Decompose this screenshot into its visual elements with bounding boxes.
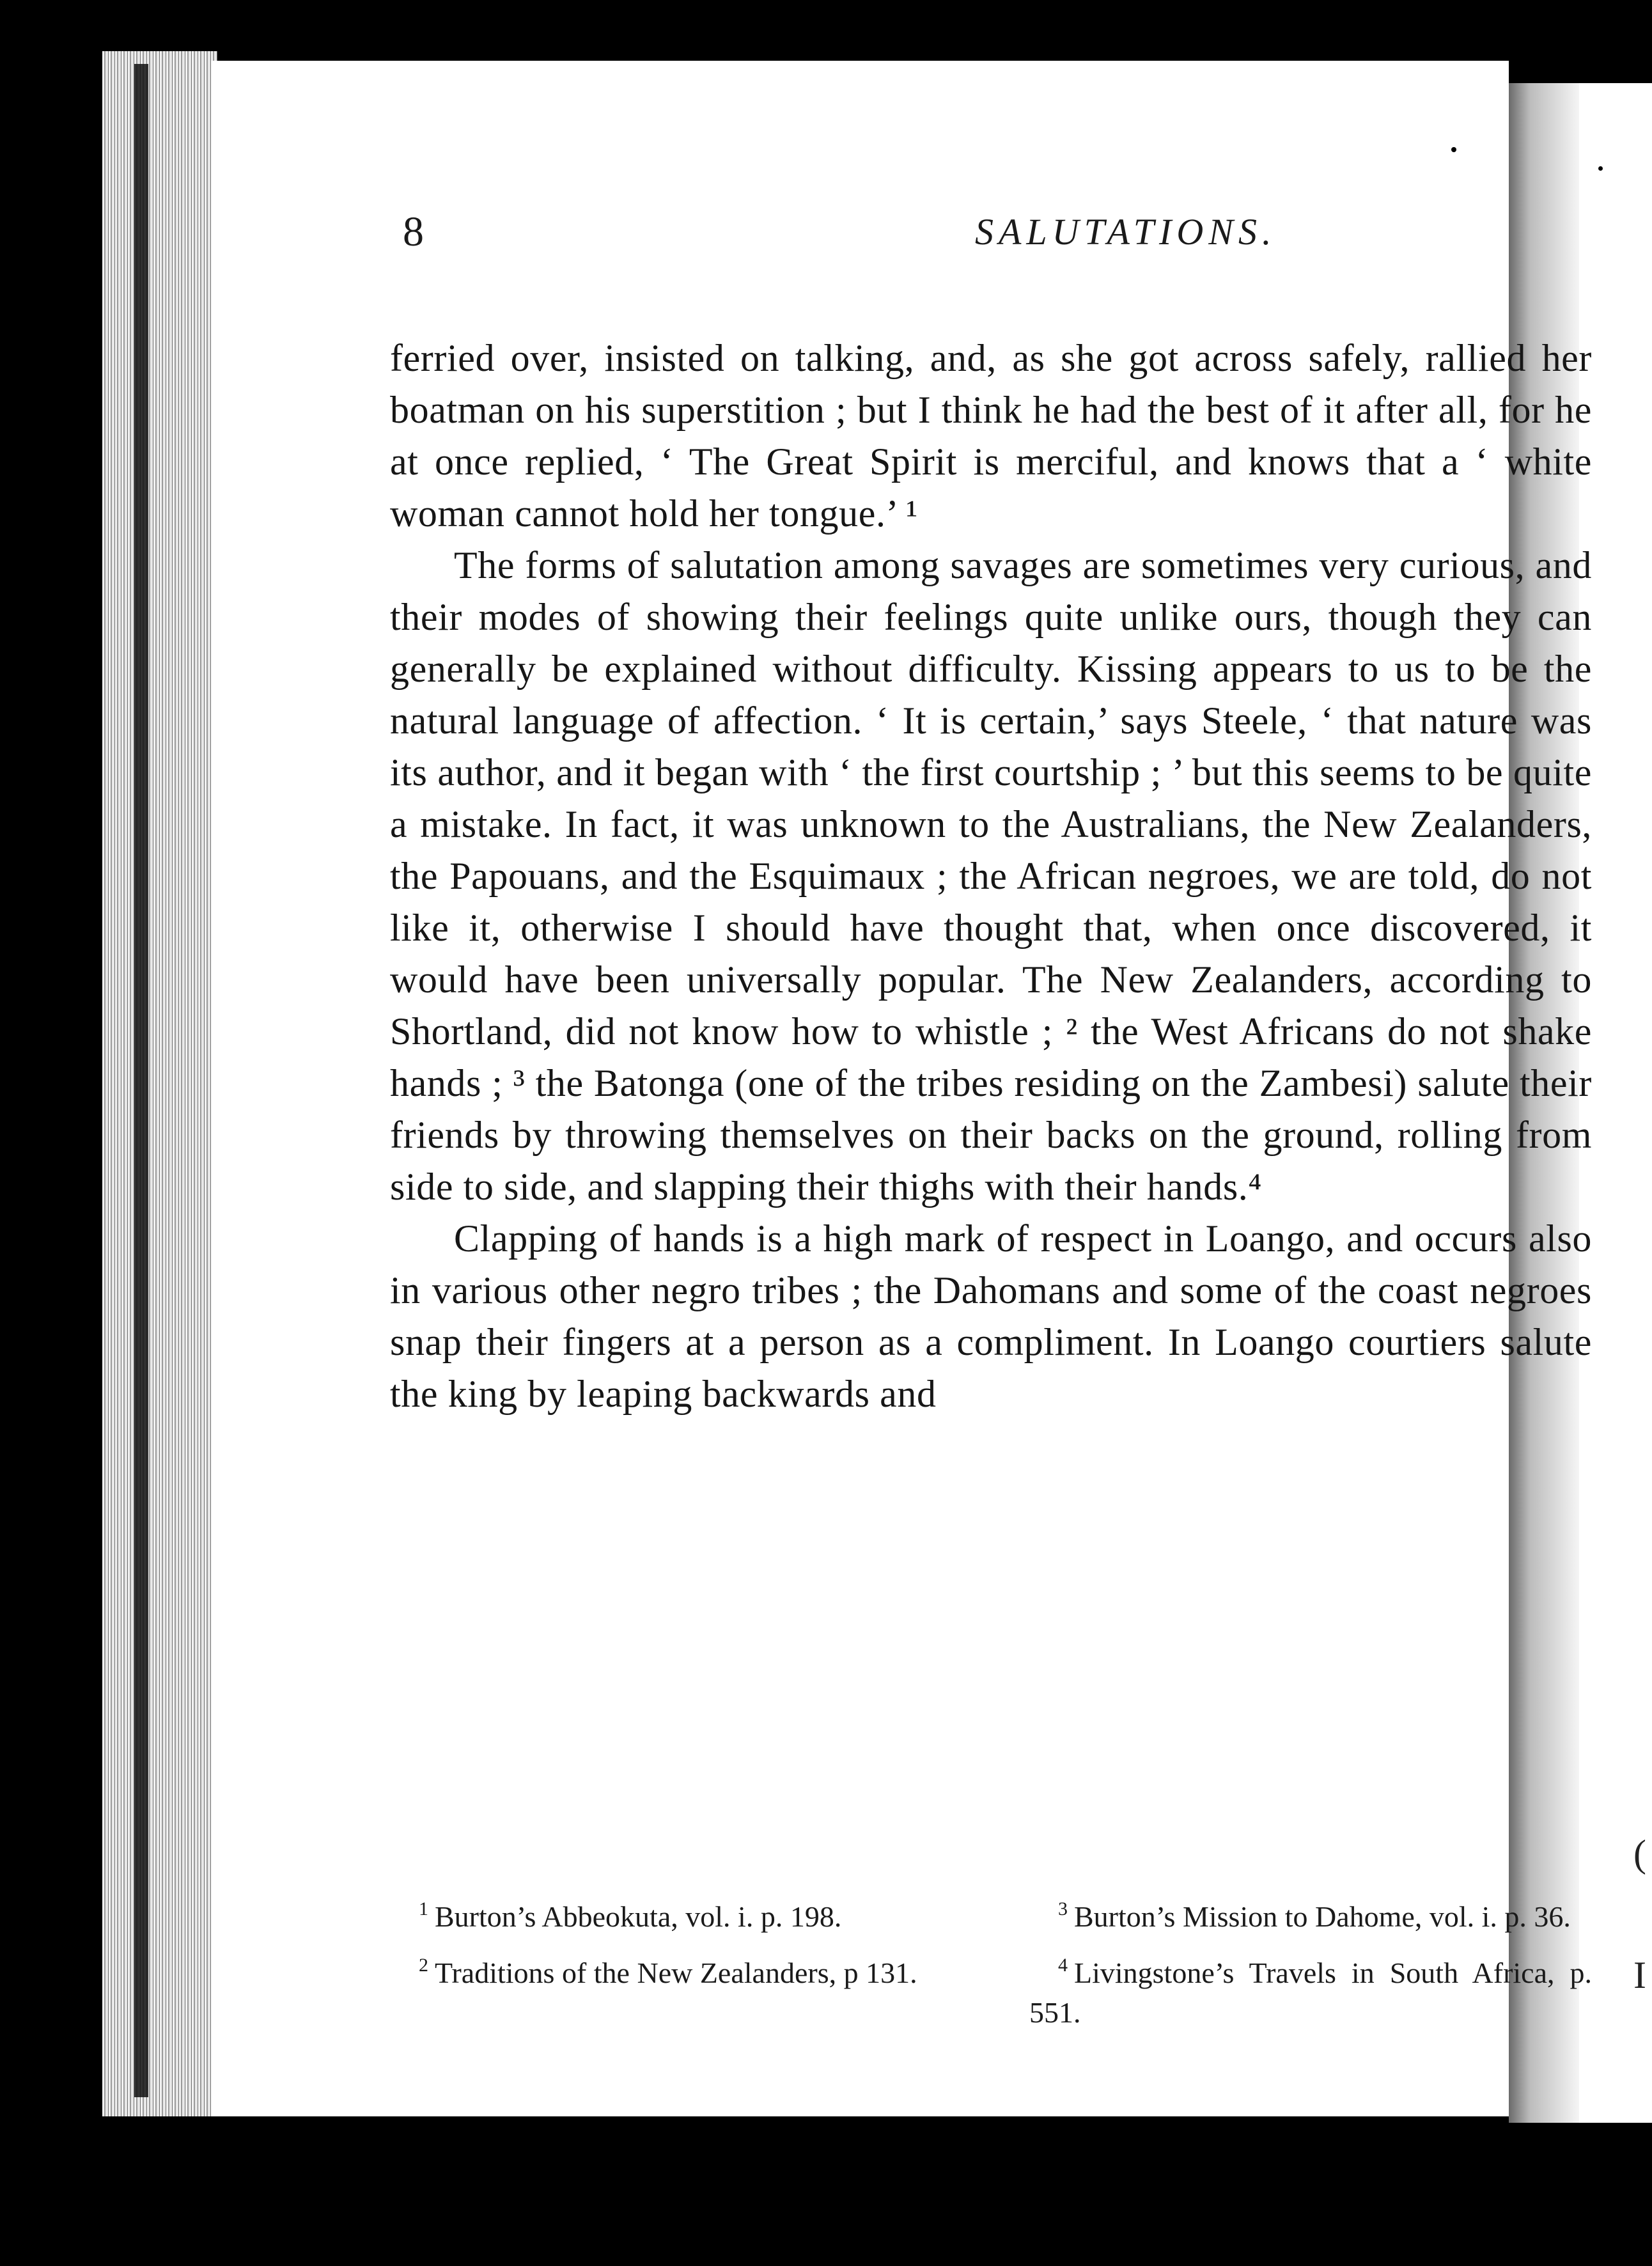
paragraph: The forms of salutation among savages are sometimes very curious, and their modes of showing their feelings quite unlike ours, though they can generally be explained without difficulty. Kissing appears to us to be the natural language of affection. ‘ It is certain,’ says Steele, ‘ that nature was its author, and it began with ‘ the first courtship ; ’ but this seems to be quite a mistake. In fact, it was unknown to the Australians, the New Zealanders, the Papouans, and the Esquimaux ; the African negroes, we are told, do not like it, otherwise I should have thought that, when once discovered, it would have been universally popular. The New Zealanders, according to Shortland, did not know how to whistle ; ² the West Africans do not shake hands ; ³ the Batonga (one of the tribes residing on the Zambesi) salute their friends by throwing themselves on their backs on the ground, rolling from side to side, and slapping their thighs with their hands.⁴ bbox=[390, 544, 1592, 1208]
scan-speck bbox=[1314, 2168, 1320, 2176]
page-number: 8 bbox=[403, 208, 424, 255]
footnote-mark: 3 bbox=[1058, 1898, 1068, 1919]
footnote-mark: 1 bbox=[419, 1898, 428, 1919]
footnote-mark: 4 bbox=[1058, 1955, 1068, 1976]
footnotes-left-column bbox=[390, 1889, 953, 2042]
footnote-text: Livingstone’s Travels in South Africa, p. 551. bbox=[1029, 1957, 1592, 2029]
footnote-text: Burton’s Abbeokuta, vol. i. p. 198. bbox=[435, 1900, 842, 1933]
footnotes bbox=[390, 1889, 1592, 2042]
facing-page-mark: I bbox=[1633, 1954, 1646, 1996]
footnotes-right-column bbox=[1029, 1889, 1592, 2042]
footnote bbox=[1029, 1946, 1592, 2033]
footnote bbox=[390, 1946, 953, 1993]
facing-page-mark: ( bbox=[1633, 1832, 1646, 1875]
scan-speck bbox=[1451, 147, 1456, 152]
paragraph: ferried over, insisted on talking, and, as she got across safely, rallied her boatman on his superstition ; but I think he had the best of it after all, for he at once replied, ‘ The Great Spirit is merciful, and knows that a ‘ white woman cannot hold her tongue.’ ¹ bbox=[390, 337, 1592, 535]
book-page-edges bbox=[102, 51, 217, 2116]
footnote bbox=[390, 1889, 953, 1937]
paragraph: Clapping of hands is a high mark of respect in Loango, and occurs also in various other negro tribes ; the Dahomans and some of the coast negroes snap their fingers at a person as a compliment. In Loango courtiers salute the king by leaping backwards and bbox=[390, 1217, 1592, 1415]
book-page bbox=[211, 61, 1592, 2116]
footnote-text: Traditions of the New Zealanders, p 131. bbox=[435, 1957, 917, 1989]
book-gutter-shadow bbox=[134, 64, 148, 2097]
footnote-mark: 2 bbox=[419, 1955, 428, 1976]
scan-speck bbox=[1598, 2168, 1605, 2178]
footnote-text: Burton’s Mission to Dahome, vol. i. p. 36. bbox=[1074, 1900, 1571, 1933]
running-title: SALUTATIONS. bbox=[975, 211, 1277, 253]
scan-speck bbox=[1598, 166, 1603, 171]
page-header bbox=[211, 208, 1509, 265]
footnote bbox=[1029, 1889, 1592, 1937]
body-text bbox=[390, 332, 1592, 1420]
